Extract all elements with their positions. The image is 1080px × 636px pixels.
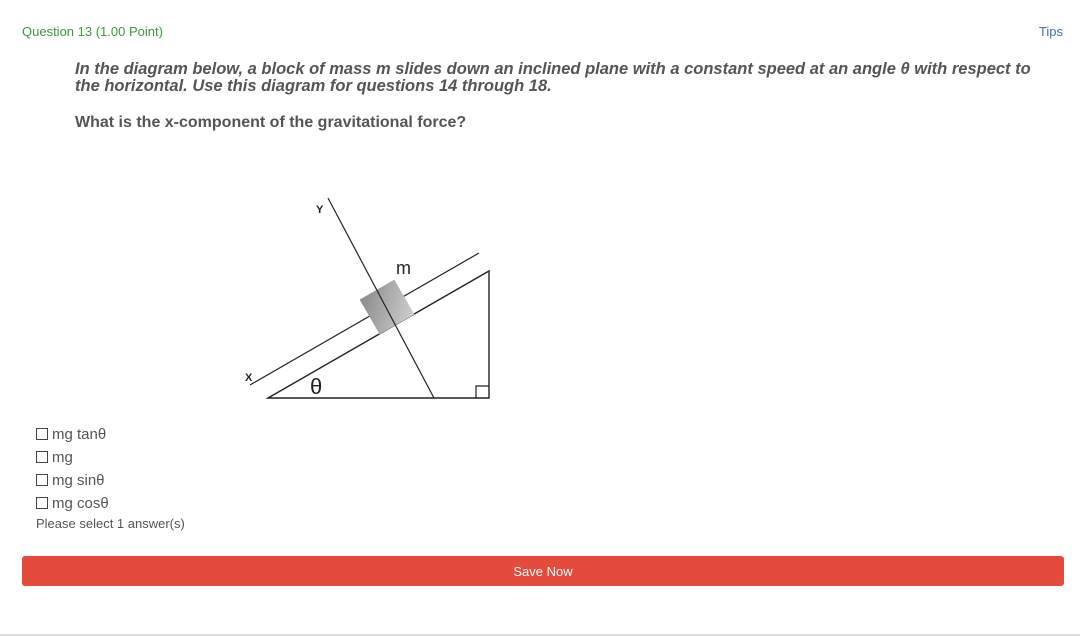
answer-label: mg bbox=[52, 449, 73, 466]
answer-checkbox[interactable] bbox=[36, 428, 48, 440]
question-header: Question 13 (1.00 Point) bbox=[22, 24, 163, 39]
answer-option-2[interactable] bbox=[36, 446, 109, 469]
answer-checkbox[interactable] bbox=[36, 497, 48, 509]
question-intro: In the diagram below, a block of mass m slides down an inclined plane with a constant speed at an angle θ with respect to the horizontal. Use this diagram for questions 14 through 18. bbox=[75, 60, 1031, 95]
x-axis-label: X bbox=[245, 372, 253, 384]
question-prompt: What is the x-component of the gravitational force? bbox=[75, 114, 467, 131]
incline-diagram-svg bbox=[230, 190, 500, 405]
answer-option-1[interactable] bbox=[36, 423, 109, 446]
y-axis-label: Y bbox=[316, 204, 324, 216]
answer-option-4[interactable] bbox=[36, 492, 109, 515]
answer-list bbox=[36, 423, 109, 515]
answer-label: mg sinθ bbox=[52, 472, 105, 489]
x-axis-line bbox=[250, 253, 479, 385]
selection-hint: Please select 1 answer(s) bbox=[36, 516, 185, 531]
answer-label: mg cosθ bbox=[52, 495, 109, 512]
answer-option-3[interactable] bbox=[36, 469, 109, 492]
incline-diagram bbox=[230, 190, 500, 405]
mass-label: m bbox=[396, 258, 411, 278]
y-axis-line bbox=[328, 198, 434, 398]
block-mass bbox=[360, 280, 415, 335]
tips-link[interactable]: Tips bbox=[1038, 24, 1063, 39]
save-now-button[interactable]: Save Now bbox=[22, 556, 1064, 586]
angle-label: θ bbox=[310, 374, 323, 399]
answer-label: mg tanθ bbox=[52, 426, 107, 443]
answer-checkbox[interactable] bbox=[36, 474, 48, 486]
answer-checkbox[interactable] bbox=[36, 451, 48, 463]
right-angle-marker bbox=[476, 386, 489, 398]
